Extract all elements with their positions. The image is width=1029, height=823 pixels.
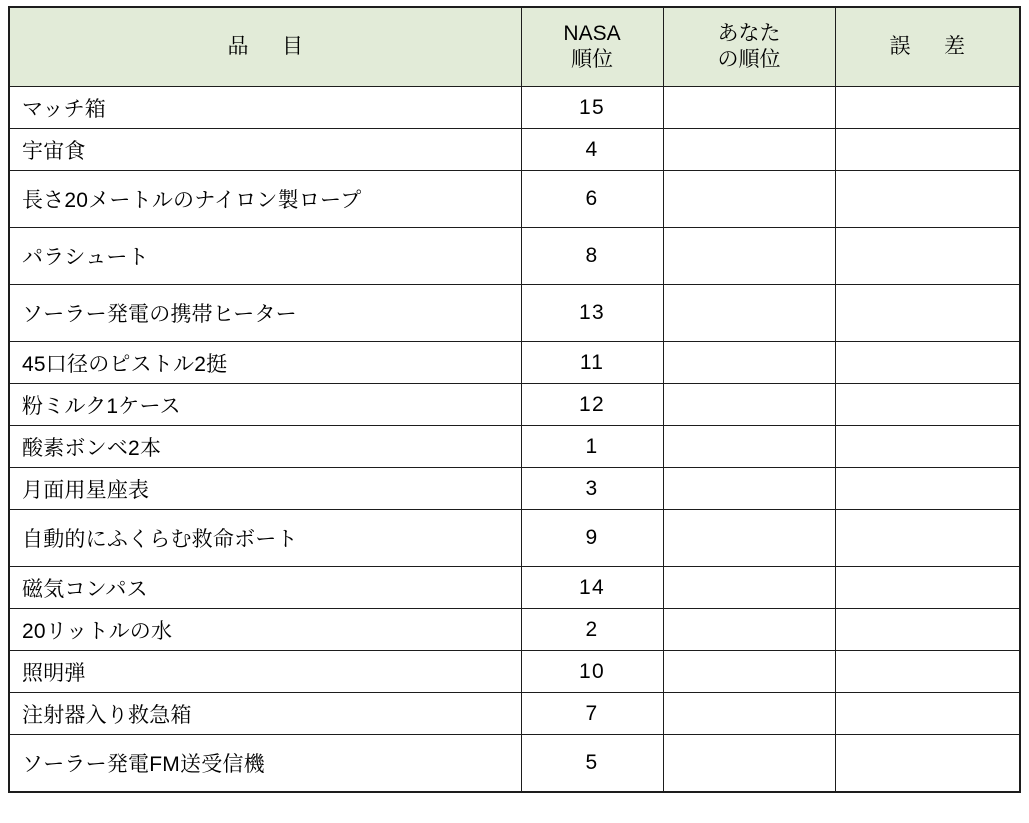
table-row	[9, 342, 1020, 384]
cell-difference-input[interactable]	[835, 426, 1020, 468]
cell-your-rank-input[interactable]	[663, 426, 835, 468]
cell-your-rank-input[interactable]	[663, 651, 835, 693]
cell-nasa-rank: 11	[521, 342, 663, 384]
column-header-difference: 誤 差	[835, 7, 1020, 87]
table-row	[9, 171, 1020, 228]
cell-item-name: 照明弾	[9, 651, 521, 693]
cell-difference-input[interactable]	[835, 285, 1020, 342]
table-row	[9, 87, 1020, 129]
cell-nasa-rank: 5	[521, 735, 663, 793]
cell-item-name: 磁気コンパス	[9, 567, 521, 609]
cell-difference-input[interactable]	[835, 510, 1020, 567]
cell-item-name: 長さ20メートルのナイロン製ロープ	[9, 171, 521, 228]
cell-your-rank-input[interactable]	[663, 468, 835, 510]
cell-item-name: 粉ミルク1ケース	[9, 384, 521, 426]
cell-nasa-rank: 13	[521, 285, 663, 342]
cell-item-name: マッチ箱	[9, 87, 521, 129]
cell-difference-input[interactable]	[835, 735, 1020, 793]
cell-nasa-rank: 10	[521, 651, 663, 693]
cell-your-rank-input[interactable]	[663, 735, 835, 793]
cell-item-name: ソーラー発電の携帯ヒーター	[9, 285, 521, 342]
cell-nasa-rank: 4	[521, 129, 663, 171]
cell-difference-input[interactable]	[835, 129, 1020, 171]
nasa-ranking-table	[8, 6, 1021, 793]
column-header-your-rank	[663, 7, 835, 87]
table-row	[9, 228, 1020, 285]
cell-difference-input[interactable]	[835, 87, 1020, 129]
cell-nasa-rank: 8	[521, 228, 663, 285]
table-header-row	[9, 7, 1020, 87]
table-row	[9, 510, 1020, 567]
table-row	[9, 651, 1020, 693]
cell-difference-input[interactable]	[835, 609, 1020, 651]
cell-nasa-rank: 12	[521, 384, 663, 426]
cell-your-rank-input[interactable]	[663, 693, 835, 735]
cell-difference-input[interactable]	[835, 342, 1020, 384]
cell-your-rank-input[interactable]	[663, 87, 835, 129]
cell-nasa-rank: 1	[521, 426, 663, 468]
cell-your-rank-input[interactable]	[663, 129, 835, 171]
cell-your-rank-input[interactable]	[663, 609, 835, 651]
cell-nasa-rank: 6	[521, 171, 663, 228]
cell-item-name: 45口径のピストル2挺	[9, 342, 521, 384]
cell-item-name: パラシュート	[9, 228, 521, 285]
table-row	[9, 285, 1020, 342]
cell-difference-input[interactable]	[835, 228, 1020, 285]
table-row	[9, 609, 1020, 651]
column-header-nasa-rank	[521, 7, 663, 87]
table-body	[9, 87, 1020, 793]
cell-nasa-rank: 3	[521, 468, 663, 510]
cell-your-rank-input[interactable]	[663, 285, 835, 342]
cell-item-name: ソーラー発電FM送受信機	[9, 735, 521, 793]
table-row	[9, 426, 1020, 468]
table-header	[9, 7, 1020, 87]
table-row	[9, 129, 1020, 171]
column-header-your-rank-line2: の順位	[717, 48, 781, 71]
cell-item-name: 宇宙食	[9, 129, 521, 171]
cell-nasa-rank: 14	[521, 567, 663, 609]
cell-difference-input[interactable]	[835, 693, 1020, 735]
cell-difference-input[interactable]	[835, 567, 1020, 609]
cell-difference-input[interactable]	[835, 651, 1020, 693]
table-row	[9, 384, 1020, 426]
cell-item-name: 月面用星座表	[9, 468, 521, 510]
cell-your-rank-input[interactable]	[663, 171, 835, 228]
cell-item-name: 20リットルの水	[9, 609, 521, 651]
cell-your-rank-input[interactable]	[663, 567, 835, 609]
cell-nasa-rank: 2	[521, 609, 663, 651]
cell-difference-input[interactable]	[835, 171, 1020, 228]
table-row	[9, 567, 1020, 609]
cell-difference-input[interactable]	[835, 384, 1020, 426]
cell-your-rank-input[interactable]	[663, 510, 835, 567]
cell-item-name: 自動的にふくらむ救命ボート	[9, 510, 521, 567]
cell-your-rank-input[interactable]	[663, 342, 835, 384]
table-row	[9, 468, 1020, 510]
cell-your-rank-input[interactable]	[663, 228, 835, 285]
cell-nasa-rank: 15	[521, 87, 663, 129]
column-header-your-rank-line1: あなた	[717, 22, 781, 46]
table-row	[9, 693, 1020, 735]
cell-item-name: 注射器入り救急箱	[9, 693, 521, 735]
cell-your-rank-input[interactable]	[663, 384, 835, 426]
cell-item-name: 酸素ボンベ2本	[9, 426, 521, 468]
cell-nasa-rank: 9	[521, 510, 663, 567]
column-header-item: 品 目	[9, 7, 521, 87]
column-header-nasa-rank-line1: NASA	[563, 22, 621, 46]
column-header-nasa-rank-line2: 順位	[571, 48, 613, 71]
table-row	[9, 735, 1020, 793]
cell-difference-input[interactable]	[835, 468, 1020, 510]
cell-nasa-rank: 7	[521, 693, 663, 735]
